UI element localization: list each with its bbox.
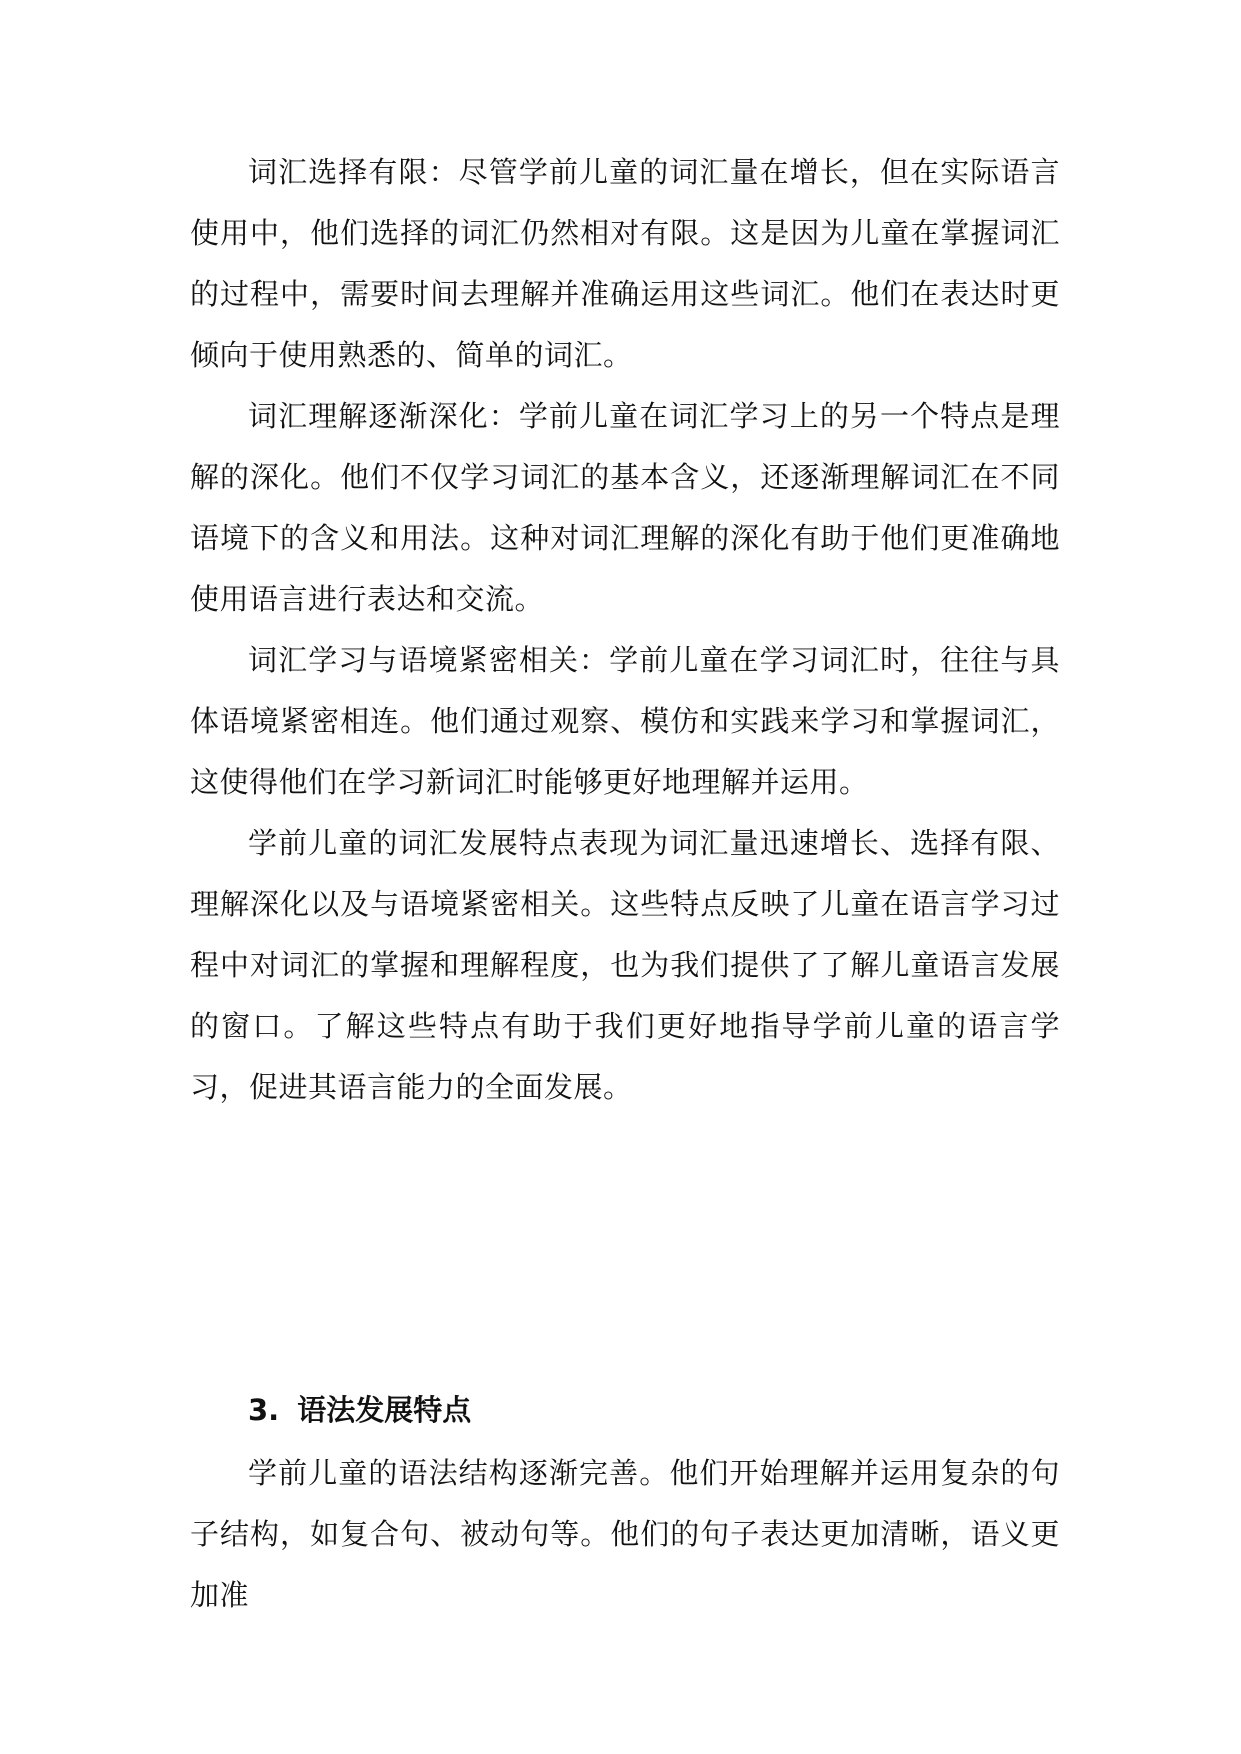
body-text-after-heading <box>190 1443 1060 1626</box>
section-title: 语法发展特点 <box>297 1393 472 1427</box>
paragraph-vocabulary-context: 词汇学习与语境紧密相关：学前儿童在学习词汇时，往往与具体语境紧密相连。他们通过观察、模仿和实践来学习和掌握词汇，这使得他们在学习新词汇时能够更好地理解并运用。 <box>190 643 1060 799</box>
paragraph-vocabulary-deepening: 词汇理解逐渐深化：学前儿童在词汇学习上的另一个特点是理解的深化。他们不仅学习词汇的基本含义，还逐渐理解词汇在不同语境下的含义和用法。这种对词汇理解的深化有助于他们更准确地使用语言进行表达和交流。 <box>190 399 1060 616</box>
paragraph-vocabulary-summary: 学前儿童的词汇发展特点表现为词汇量迅速增长、选择有限、理解深化以及与语境紧密相关。这些特点反映了儿童在语言学习过程中对词汇的掌握和理解程度，也为我们提供了了解儿童语言发展的窗口。了解这些特点有助于我们更好地指导学前儿童的语言学习，促进其语言能力的全面发展。 <box>190 826 1060 1104</box>
paragraph-vocabulary-limited: 词汇选择有限：尽管学前儿童的词汇量在增长，但在实际语言使用中，他们选择的词汇仍然相对有限。这是因为儿童在掌握词汇的过程中，需要时间去理解并准确运用这些词汇。他们在表达时更倾向于使用熟悉的、简单的词汇。 <box>190 155 1060 372</box>
section-heading <box>248 1390 471 1430</box>
paragraph-grammar: 学前儿童的语法结构逐渐完善。他们开始理解并运用复杂的句子结构，如复合句、被动句等。他们的句子表达更加清晰，语义更加准 <box>190 1456 1060 1612</box>
body-text-before-heading <box>190 142 1060 1118</box>
section-number: 3. <box>248 1393 280 1427</box>
